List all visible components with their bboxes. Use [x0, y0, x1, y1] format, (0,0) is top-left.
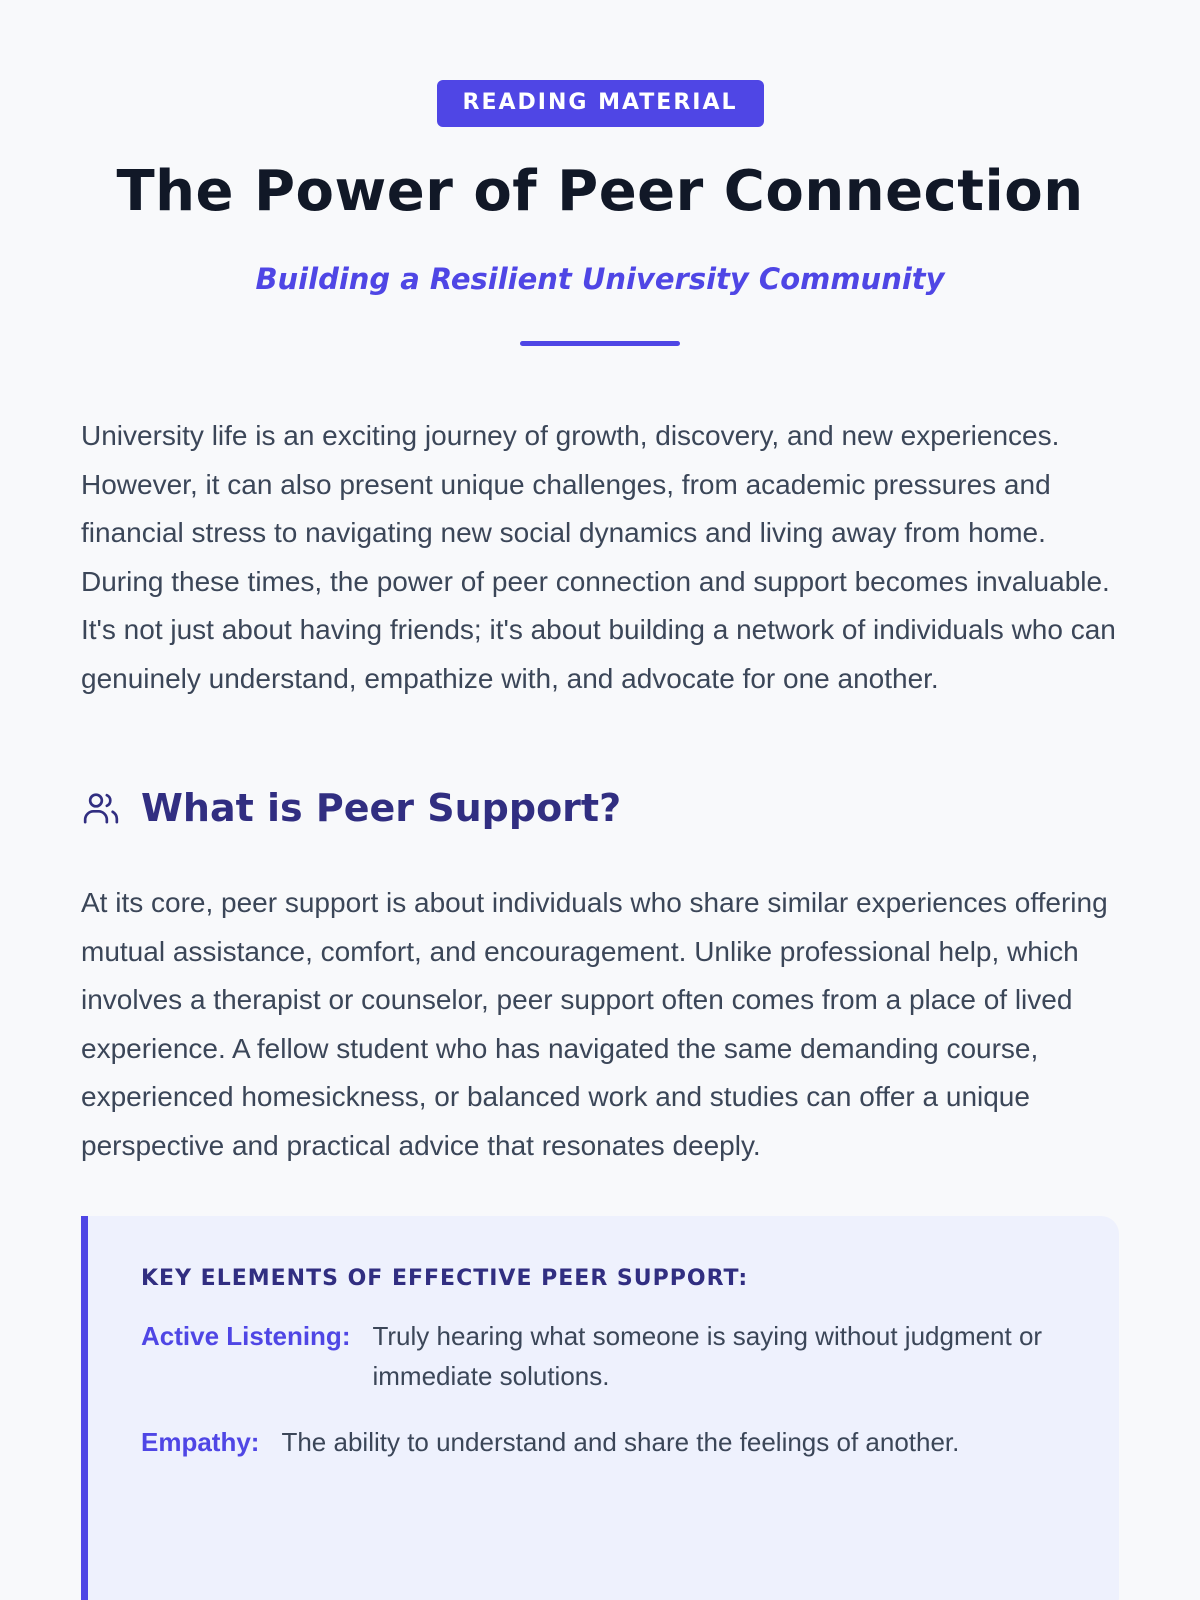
section-paragraph: At its core, peer support is about individuals who share similar experiences offering mutual assistance, comfort, and encouragement. Unlike professional help, which involves a therapist or counselor, peer support often comes from a place of lived experience. A fellow student who has navigated the same demanding course, experienced homesickness, or balanced work and studies can offer a unique perspective and practical advice that resonates deeply.	[81, 887, 1108, 1161]
page-title: The Power of Peer Connection	[116, 159, 1084, 224]
users-icon	[81, 788, 121, 828]
section-title: What is Peer Support?	[141, 786, 622, 830]
section-heading	[81, 783, 1119, 833]
key-elements-callout	[81, 1216, 1119, 1600]
page-header	[81, 80, 1119, 346]
key-element-description: Truly hearing what someone is saying without judgment or immediate solutions.	[372, 1321, 1043, 1391]
category-badge: READING MATERIAL	[437, 80, 764, 127]
key-element-item	[141, 1316, 1079, 1396]
callout-title: KEY ELEMENTS OF EFFECTIVE PEER SUPPORT:	[141, 1266, 749, 1291]
key-element-term: Empathy:	[141, 1427, 260, 1457]
key-element-description: The ability to understand and share the feelings of another.	[281, 1427, 960, 1457]
key-element-item	[141, 1422, 1079, 1462]
key-element-term: Active Listening:	[141, 1321, 351, 1351]
intro-paragraph: University life is an exciting journey of growth, discovery, and new experiences. However, it can also present unique challenges, from academic pressures and financial stress to navigating new social dynamics and living away from home. During these times, the power of peer connection and support becomes invaluable. It's not just about having friends; it's about building a network of individuals who can genuinely understand, empathize with, and advocate for one another.	[81, 420, 1116, 694]
page-subtitle: Building a Resilient University Community	[255, 262, 945, 296]
header-divider	[520, 341, 680, 346]
